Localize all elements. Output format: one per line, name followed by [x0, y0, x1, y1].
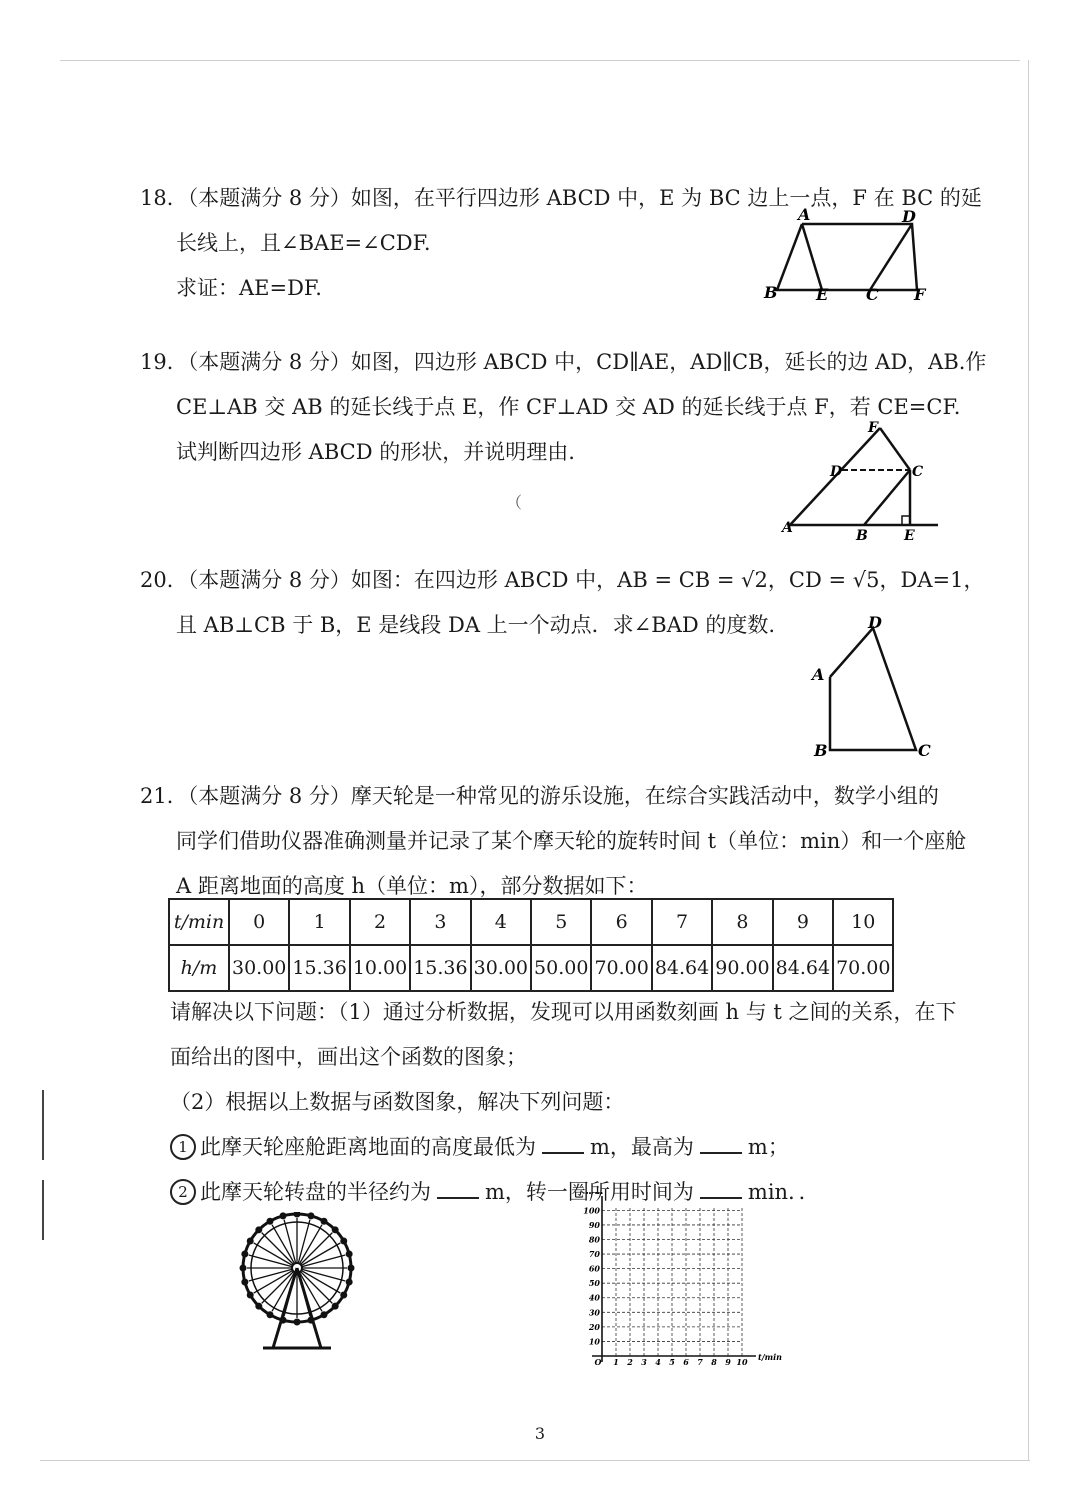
x-tick-label: 5: [669, 1357, 675, 1367]
q21-parts: [170, 990, 957, 1215]
wheel-cabin: [255, 1303, 262, 1310]
q18-label-e: E: [816, 285, 829, 304]
q19-figure: [780, 420, 945, 549]
table-row-t: [169, 899, 893, 945]
q19-label-a: A: [782, 520, 793, 536]
x-tick-label: 10: [736, 1357, 748, 1367]
q18-figure: [762, 204, 942, 308]
wheel-cabin: [247, 1238, 254, 1245]
x-tick-label: 4: [655, 1357, 661, 1367]
y-tick-label: 100: [583, 1205, 600, 1216]
x-tick-label: 8: [711, 1357, 717, 1367]
q20-figure: [808, 612, 938, 766]
t-cell: 9: [773, 899, 833, 945]
t-cell: 7: [652, 899, 712, 945]
t-cell: 4: [471, 899, 531, 945]
wheel-cabin: [346, 1251, 353, 1258]
wheel-cabin: [332, 1226, 339, 1233]
q20-label-b: B: [814, 741, 828, 760]
q19-label-c: C: [912, 464, 924, 480]
wheel-cabin: [307, 1212, 314, 1219]
coordinate-grid: [572, 1192, 792, 1376]
q20-label-c: C: [918, 741, 931, 760]
answer-blank-min[interactable]: [542, 1134, 584, 1154]
wheel-cabin: [294, 1319, 301, 1326]
wheel-cabin: [240, 1265, 247, 1272]
wheel-cabin: [267, 1311, 274, 1318]
sub2-text-b: m，转一圈所用时间为: [485, 1180, 694, 1204]
q18-label-b: B: [764, 283, 778, 302]
t-cell: 5: [531, 899, 591, 945]
ferris-wheel-illustration: [234, 1212, 364, 1356]
x-tick-label: 1: [613, 1357, 619, 1367]
x-tick-label: 9: [725, 1357, 731, 1367]
answer-blank-max[interactable]: [700, 1134, 742, 1154]
circled-number-1: 1: [170, 1134, 196, 1160]
sub1-text-a: 此摩天轮座舱距离地面的高度最低为: [200, 1135, 536, 1159]
h-cell: 84.64: [773, 945, 833, 991]
y-tick-label: 40: [588, 1292, 600, 1303]
q21-data-table: [168, 898, 894, 992]
q19-label-e: E: [904, 528, 915, 544]
t-cell: 0: [229, 899, 289, 945]
answer-blank-radius[interactable]: [437, 1179, 479, 1199]
wheel-cabin: [241, 1251, 248, 1258]
wheel-cabin: [241, 1278, 248, 1285]
y-tick-label: 70: [588, 1249, 600, 1260]
sub2-text-c: min．．: [747, 1180, 820, 1204]
right-border: [1028, 60, 1029, 1460]
h-cell: 15.36: [410, 945, 470, 991]
q21-line-3: A 距离地面的高度 h（单位：m），部分数据如下：: [176, 874, 648, 898]
x-tick-label: 7: [697, 1357, 703, 1367]
wheel-cabin: [267, 1218, 274, 1225]
table-head-t: t/min: [169, 899, 229, 945]
wheel-cabin: [255, 1226, 262, 1233]
wheel-cabin: [294, 1212, 301, 1218]
q20-line-1: 20．（本题满分 8 分）如图：在四边形 ABCD 中，AB = CB = √2，CD = √5，DA=1，: [140, 568, 985, 592]
x-tick-label: O: [594, 1357, 602, 1367]
q21-sub2: [170, 1170, 940, 1215]
wheel-cabin: [340, 1292, 347, 1299]
wheel-cabin: [340, 1238, 347, 1245]
sub1-text-b: m，最高为: [590, 1135, 694, 1159]
y-tick-label: 80: [588, 1234, 600, 1245]
t-cell: 6: [591, 899, 651, 945]
h-cell: 70.00: [591, 945, 651, 991]
q20-label-a: A: [812, 665, 825, 684]
h-cell: 90.00: [712, 945, 772, 991]
h-cell: 10.00: [350, 945, 410, 991]
q19-line-1: 19．（本题满分 8 分）如图，四边形 ABCD 中，CD∥AE，AD∥CB，延长的边 AD，AB.作: [140, 350, 987, 374]
t-cell: 1: [289, 899, 349, 945]
y-tick-label: 60: [588, 1263, 600, 1274]
left-margin-mark-2: [42, 1180, 44, 1240]
t-cell: 10: [833, 899, 893, 945]
wheel-cabin: [332, 1303, 339, 1310]
q19-line-2: CE⊥AB 交 AB 的延长线于点 E，作 CF⊥AD 交 AD 的延长线于点 F，若 CE=CF.: [176, 395, 961, 419]
t-cell: 2: [350, 899, 410, 945]
q18-label-a: A: [798, 205, 811, 224]
q18-label-d: D: [902, 207, 916, 226]
page-number: 3: [534, 1424, 546, 1443]
h-cell: 84.64: [652, 945, 712, 991]
q20-label-d: D: [868, 613, 882, 632]
sub2-text-a: 此摩天轮转盘的半径约为: [200, 1180, 431, 1204]
q21-line-2: 同学们借助仪器准确测量并记录了某个摩天轮的旋转时间 t（单位：min）和一个座舱: [176, 829, 967, 853]
y-axis-label: [586, 1192, 603, 1196]
q19-label-b: B: [856, 528, 868, 544]
q19-line-3: 试判断四边形 ABCD 的形状，并说明理由.: [176, 440, 575, 464]
y-tick-label: 20: [588, 1321, 600, 1332]
y-tick-label: 90: [588, 1219, 600, 1230]
q19-label-f: F: [868, 420, 878, 436]
wheel-cabin: [247, 1292, 254, 1299]
h-cell: 50.00: [531, 945, 591, 991]
circled-number-2: 2: [170, 1179, 196, 1205]
x-axis-label: t/min: [758, 1352, 782, 1362]
q18-line-3: 求证：AE=DF.: [176, 276, 322, 300]
q18-line-2: 长线上，且∠BAE=∠CDF.: [176, 231, 431, 255]
q18-line-1: 18．（本题满分 8 分）如图，在平行四边形 ABCD 中，E 为 BC 边上一点，F 在 BC 的延: [140, 186, 982, 210]
wheel-cabin: [348, 1265, 355, 1272]
q18-label-c: C: [866, 285, 879, 304]
q21-part1-b: 面给出的图中，画出这个函数的图象；: [170, 1045, 527, 1069]
top-border: [60, 60, 1020, 61]
q19-label-d: D: [830, 464, 843, 480]
h-cell: 70.00: [833, 945, 893, 991]
x-tick-label: 6: [683, 1357, 689, 1367]
q18-label-f: F: [914, 285, 926, 304]
wheel-cabin: [321, 1311, 328, 1318]
t-cell: 8: [712, 899, 772, 945]
h-cell: 30.00: [229, 945, 289, 991]
table-head-h: h/m: [169, 945, 229, 991]
wheel-cabin: [346, 1278, 353, 1285]
q21-sub1: [170, 1125, 940, 1170]
q21-part1-a: 请解决以下问题：（1）通过分析数据，发现可以用函数刻画 h 与 t 之间的关系，在下: [170, 1000, 957, 1024]
left-margin-mark: [42, 1090, 44, 1160]
t-cell: 3: [410, 899, 470, 945]
q19-stray-mark: （: [506, 493, 523, 512]
question-21: [140, 774, 967, 909]
table-row-h: [169, 945, 893, 991]
x-tick-label: 3: [641, 1357, 647, 1367]
h-cell: 30.00: [471, 945, 531, 991]
sub1-text-c: m；: [747, 1135, 789, 1159]
q21-part2: （2）根据以上数据与函数图象，解决下列问题：: [170, 1090, 625, 1114]
q21-line-1: 21．（本题满分 8 分）摩天轮是一种常见的游乐设施，在综合实践活动中，数学小组的: [140, 784, 939, 808]
y-tick-label: 50: [588, 1278, 600, 1289]
bottom-border: [40, 1460, 1030, 1461]
y-tick-label: 10: [588, 1336, 600, 1347]
q20-line-2: 且 AB⊥CB 于 B，E 是线段 DA 上一个动点．求∠BAD 的度数.: [176, 613, 776, 637]
y-tick-label: 30: [588, 1307, 600, 1318]
h-cell: 15.36: [289, 945, 349, 991]
wheel-cabin: [280, 1212, 287, 1219]
x-tick-label: 2: [627, 1357, 633, 1367]
wheel-cabin: [321, 1218, 328, 1225]
